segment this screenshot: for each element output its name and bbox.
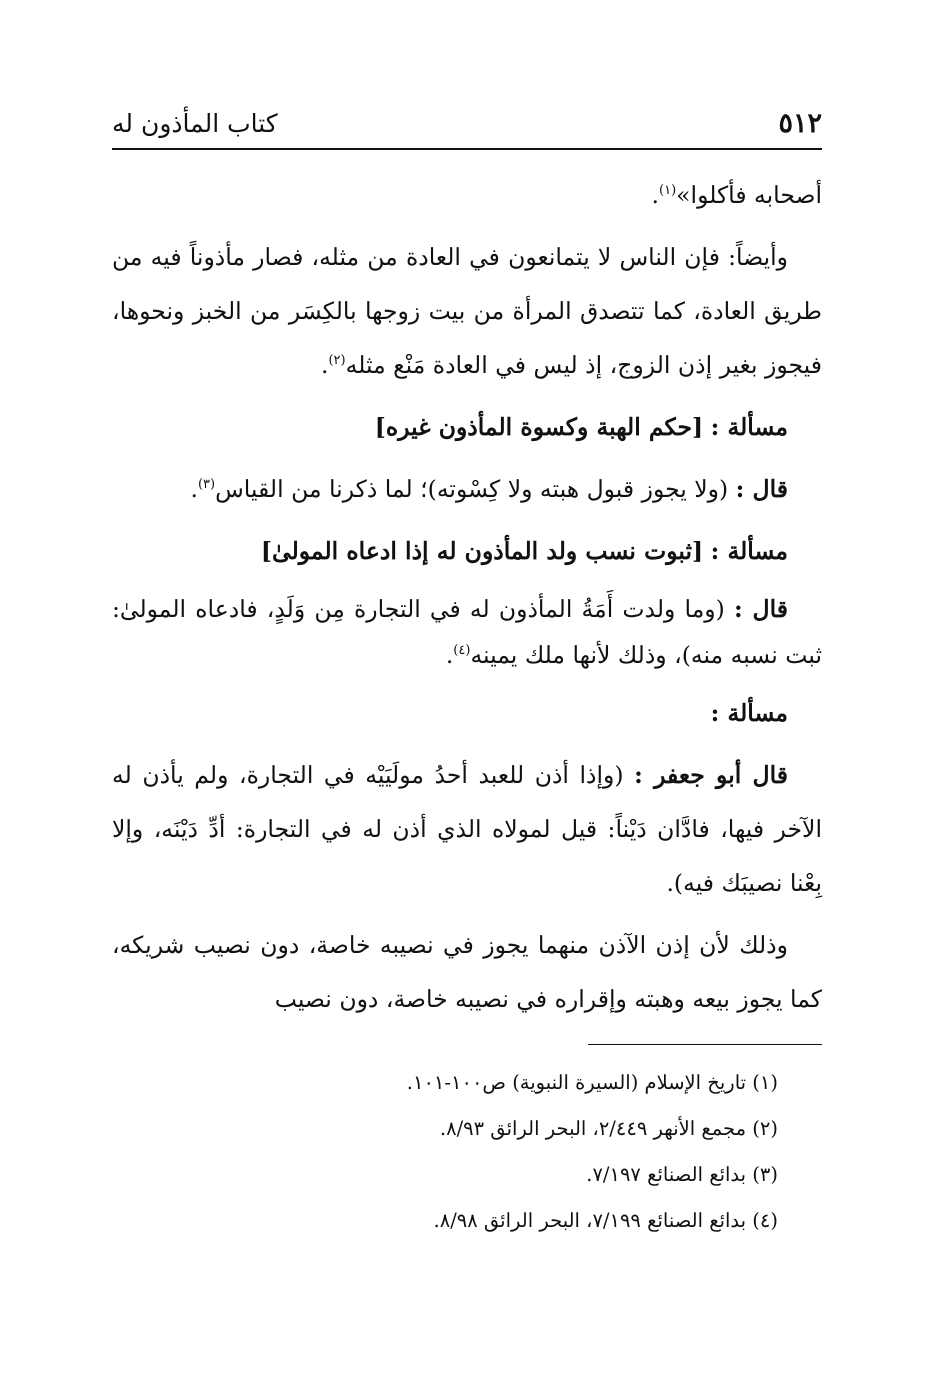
paragraph-text: وذلك لأن إذن الآذن منهما يجوز في نصيبه خاصة، دون نصيب شريكه، كما يجوز بيعه وهبته وإقراره في نصيبه خاصة، دون نصيب (112, 931, 822, 1013)
paragraph-text: (ولا يجوز قبول هبته ولا كِسْوته)؛ لما ذكرنا من القياس (215, 475, 729, 503)
paragraph-text: وأيضاً: فإن الناس لا يتمانعون في العادة من مثله، فصار مأذوناً فيه من طريق العادة، كما تتصدق المرأة من بيت زوجها بالكِسَر من الخبز ونحوها، فيجوز بغير إذن الزوج، إذ ليس في العادة مَنْع مثله (112, 243, 822, 379)
header-rule (112, 148, 822, 150)
footnote-ref: (٣) (197, 477, 216, 492)
issue-label: مسألة : (710, 537, 788, 565)
paragraph (112, 918, 822, 1026)
speaker-label: قال : (735, 475, 788, 503)
paragraph (112, 748, 822, 910)
issue-title: [حكم الهبة وكسوة المأذون غيره] (374, 413, 704, 441)
footnote-ref: (١) (659, 183, 677, 198)
page-number: ٥١٢ (778, 107, 822, 139)
footnote-separator (588, 1044, 822, 1045)
footnotes (112, 1060, 778, 1244)
footnote: (١) تاريخ الإسلام (السيرة النبوية) ص١٠٠-١٠١. (406, 1071, 778, 1094)
main-text (112, 168, 822, 1034)
speaker-label: قال : (733, 595, 788, 623)
paragraph-text: أصحابه فأكلوا» (676, 181, 822, 209)
footnote: (٤) بدائع الصنائع ٧/١٩٩، البحر الرائق ٨/٩٨. (433, 1209, 778, 1232)
paragraph: وأيضاً: فإن الناس لا يتمانعون في العادة من مثله، فصار مأذوناً فيه من طريق العادة، كما تتصدق المرأة من بيت زوجها بالكِسَر من الخبز ونحوها، فيجوز بغير إذن الزوج، إذ ليس في العادة مَنْع مثله$^{(٢)}$. (112, 243, 822, 379)
footnote: (٢) مجمع الأنهر ٢/٤٤٩، البحر الرائق ٨/٩٣. (439, 1117, 778, 1140)
footnote-ref: (٤) (453, 643, 471, 658)
paragraph: أصحابه فأكلوا»$^{(١)}$. (651, 181, 822, 209)
issue-heading (112, 524, 822, 578)
issue-heading (112, 400, 822, 454)
issue-heading (112, 686, 822, 740)
running-title: كتاب المأذون له (112, 108, 278, 138)
page-header (112, 100, 822, 146)
paragraph-text: (وما ولدت أَمَةُ المأذون له في التجارة مِن وَلَدٍ، فادعاه المولىٰ: ثبت نسبه منه)، وذلك لأنها ملك يمينه (112, 595, 822, 669)
speaker-label: قال أبو جعفر : (634, 761, 788, 789)
paragraph-text: (وإذا أذن للعبد أحدُ مولَيَيْه في التجارة، ولم يأذن له الآخر فيها، فادَّان دَيْناً: قيل لمولاه الذي أذن له في التجارة: أدِّ دَيْنَه، وإلا بِعْنا نصيبَك فيه). (112, 761, 822, 897)
paragraph: قال : (وما ولدت أَمَةُ المأذون له في التجارة مِن وَلَدٍ، فادعاه المولىٰ: ثبت نسبه منه)، وذلك لأنها ملك يمينه$^{(٤)}$. (112, 595, 822, 669)
issue-title: [ثبوت نسب ولد المأذون له إذا ادعاه المولىٰ] (260, 537, 704, 565)
footnote: (٣) بدائع الصنائع ٧/١٩٧. (586, 1163, 778, 1186)
paragraph: قال : (ولا يجوز قبول هبته ولا كِسْوته)؛ لما ذكرنا من القياس$^{(٣)}$. (190, 475, 788, 503)
issue-label: مسألة : (710, 699, 788, 727)
issue-label: مسألة : (710, 413, 788, 441)
footnote-ref: (٢) (328, 353, 346, 368)
